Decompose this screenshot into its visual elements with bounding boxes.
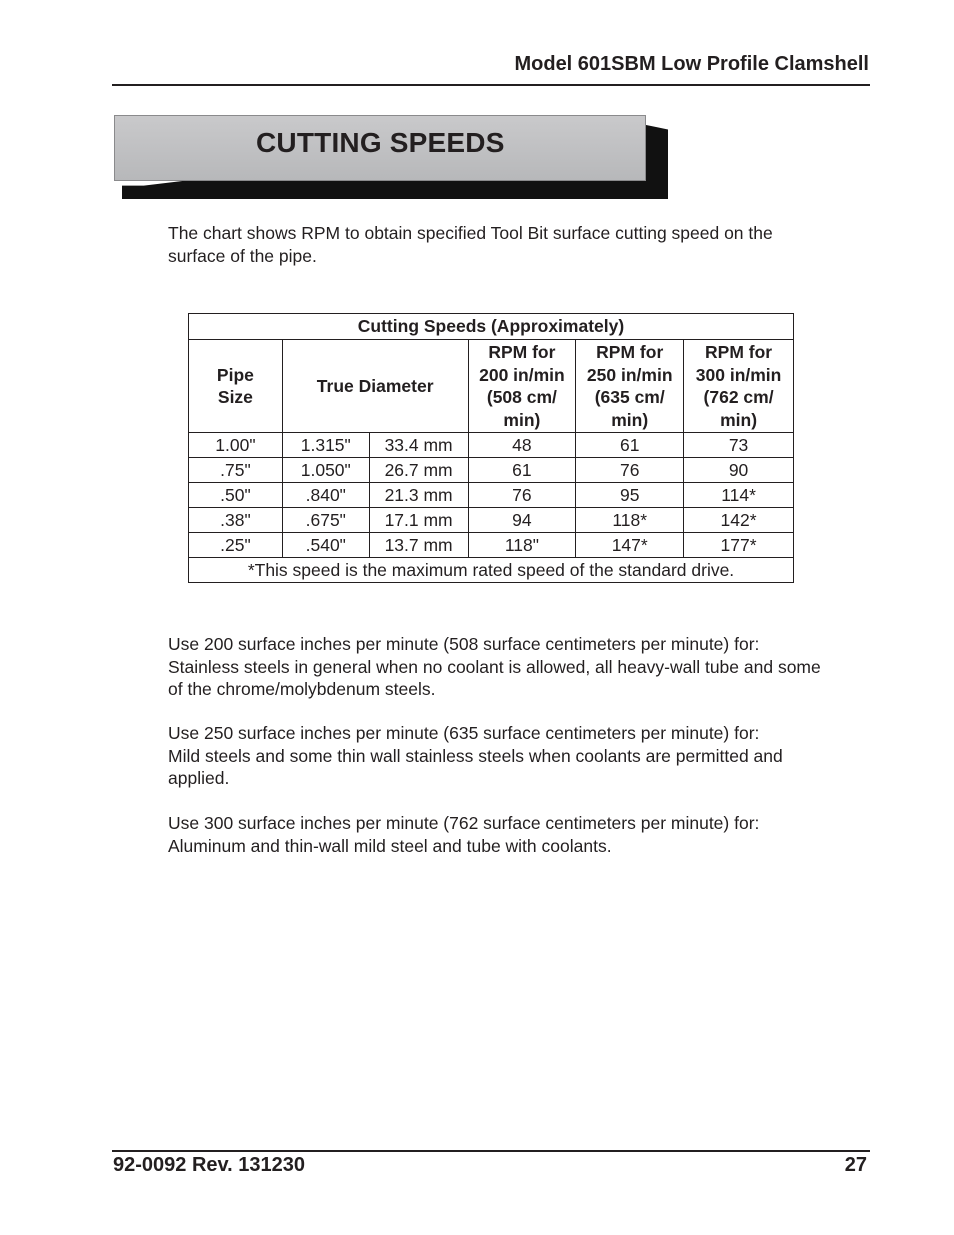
cell-pipe-size: .38" bbox=[189, 508, 283, 533]
paragraph-line: Use 200 surface inches per minute (508 surface centimeters per minute) for: bbox=[168, 634, 760, 654]
cell-rpm-200: 48 bbox=[468, 433, 576, 458]
cell-rpm-300: 142* bbox=[684, 508, 794, 533]
page-number: 27 bbox=[844, 1154, 867, 1176]
cell-diameter-mm: 33.4 mm bbox=[369, 433, 468, 458]
cell-rpm-250: 61 bbox=[576, 433, 684, 458]
paragraph-200 bbox=[168, 633, 858, 701]
header-rpm-200: RPM for 200 in/min (508 cm/ min) bbox=[468, 340, 576, 433]
cell-pipe-size: .25" bbox=[189, 533, 283, 558]
cell-diameter-in: .675" bbox=[282, 508, 369, 533]
paragraph-line: applied. bbox=[168, 768, 230, 788]
table-row bbox=[189, 458, 794, 483]
cell-rpm-250: 147* bbox=[576, 533, 684, 558]
document-header-title: Model 601SBM Low Profile Clamshell bbox=[514, 53, 869, 75]
paragraph-300 bbox=[168, 812, 858, 857]
table-row bbox=[189, 483, 794, 508]
intro-line: surface of the pipe. bbox=[168, 245, 317, 266]
paragraph-line: of the chrome/molybdenum steels. bbox=[168, 679, 436, 699]
cell-diameter-in: 1.315" bbox=[282, 433, 369, 458]
table-caption: Cutting Speeds (Approximately) bbox=[189, 314, 794, 340]
paragraph-250 bbox=[168, 722, 858, 790]
cell-diameter-mm: 26.7 mm bbox=[369, 458, 468, 483]
document-number: 92-0092 Rev. 131230 bbox=[113, 1154, 306, 1176]
cell-rpm-250: 118* bbox=[576, 508, 684, 533]
header-true-diameter: True Diameter bbox=[282, 340, 468, 433]
cell-rpm-250: 95 bbox=[576, 483, 684, 508]
cell-rpm-300: 73 bbox=[684, 433, 794, 458]
cell-rpm-300: 177* bbox=[684, 533, 794, 558]
header-rpm-300: RPM for 300 in/min (762 cm/ min) bbox=[684, 340, 794, 433]
cell-rpm-200: 76 bbox=[468, 483, 576, 508]
paragraph-line: Stainless steels in general when no coolant is allowed, all heavy-wall tube and some bbox=[168, 656, 821, 677]
footer-rule bbox=[112, 1150, 870, 1152]
section-title: CUTTING SPEEDS bbox=[256, 127, 505, 158]
cutting-speeds-table bbox=[188, 313, 794, 583]
table-row bbox=[189, 433, 794, 458]
paragraph-line: Aluminum and thin-wall mild steel and tube with coolants. bbox=[168, 835, 612, 856]
intro-paragraph bbox=[168, 222, 848, 267]
intro-line: The chart shows RPM to obtain specified Tool Bit surface cutting speed on the bbox=[168, 223, 773, 243]
header-rule bbox=[112, 84, 870, 86]
cell-pipe-size: 1.00" bbox=[189, 433, 283, 458]
paragraph-line: Use 250 surface inches per minute (635 surface centimeters per minute) for: bbox=[168, 723, 760, 743]
cell-rpm-200: 61 bbox=[468, 458, 576, 483]
cell-diameter-mm: 13.7 mm bbox=[369, 533, 468, 558]
cell-rpm-300: 90 bbox=[684, 458, 794, 483]
header-pipe-size: Pipe Size bbox=[189, 340, 283, 433]
cell-diameter-mm: 17.1 mm bbox=[369, 508, 468, 533]
cell-diameter-in: 1.050" bbox=[282, 458, 369, 483]
cell-diameter-mm: 21.3 mm bbox=[369, 483, 468, 508]
table-footnote: *This speed is the maximum rated speed of the standard drive. bbox=[189, 558, 794, 583]
table-row bbox=[189, 508, 794, 533]
section-banner bbox=[112, 113, 672, 201]
paragraph-line: Mild steels and some thin wall stainless steels when coolants are permitted and bbox=[168, 745, 783, 766]
cell-pipe-size: .75" bbox=[189, 458, 283, 483]
table-row bbox=[189, 533, 794, 558]
header-rpm-250: RPM for 250 in/min (635 cm/ min) bbox=[576, 340, 684, 433]
cell-diameter-in: .840" bbox=[282, 483, 369, 508]
cell-diameter-in: .540" bbox=[282, 533, 369, 558]
cell-rpm-200: 94 bbox=[468, 508, 576, 533]
cell-pipe-size: .50" bbox=[189, 483, 283, 508]
cell-rpm-250: 76 bbox=[576, 458, 684, 483]
paragraph-line: Use 300 surface inches per minute (762 surface centimeters per minute) for: bbox=[168, 813, 760, 833]
cell-rpm-300: 114* bbox=[684, 483, 794, 508]
cell-rpm-200: 118" bbox=[468, 533, 576, 558]
